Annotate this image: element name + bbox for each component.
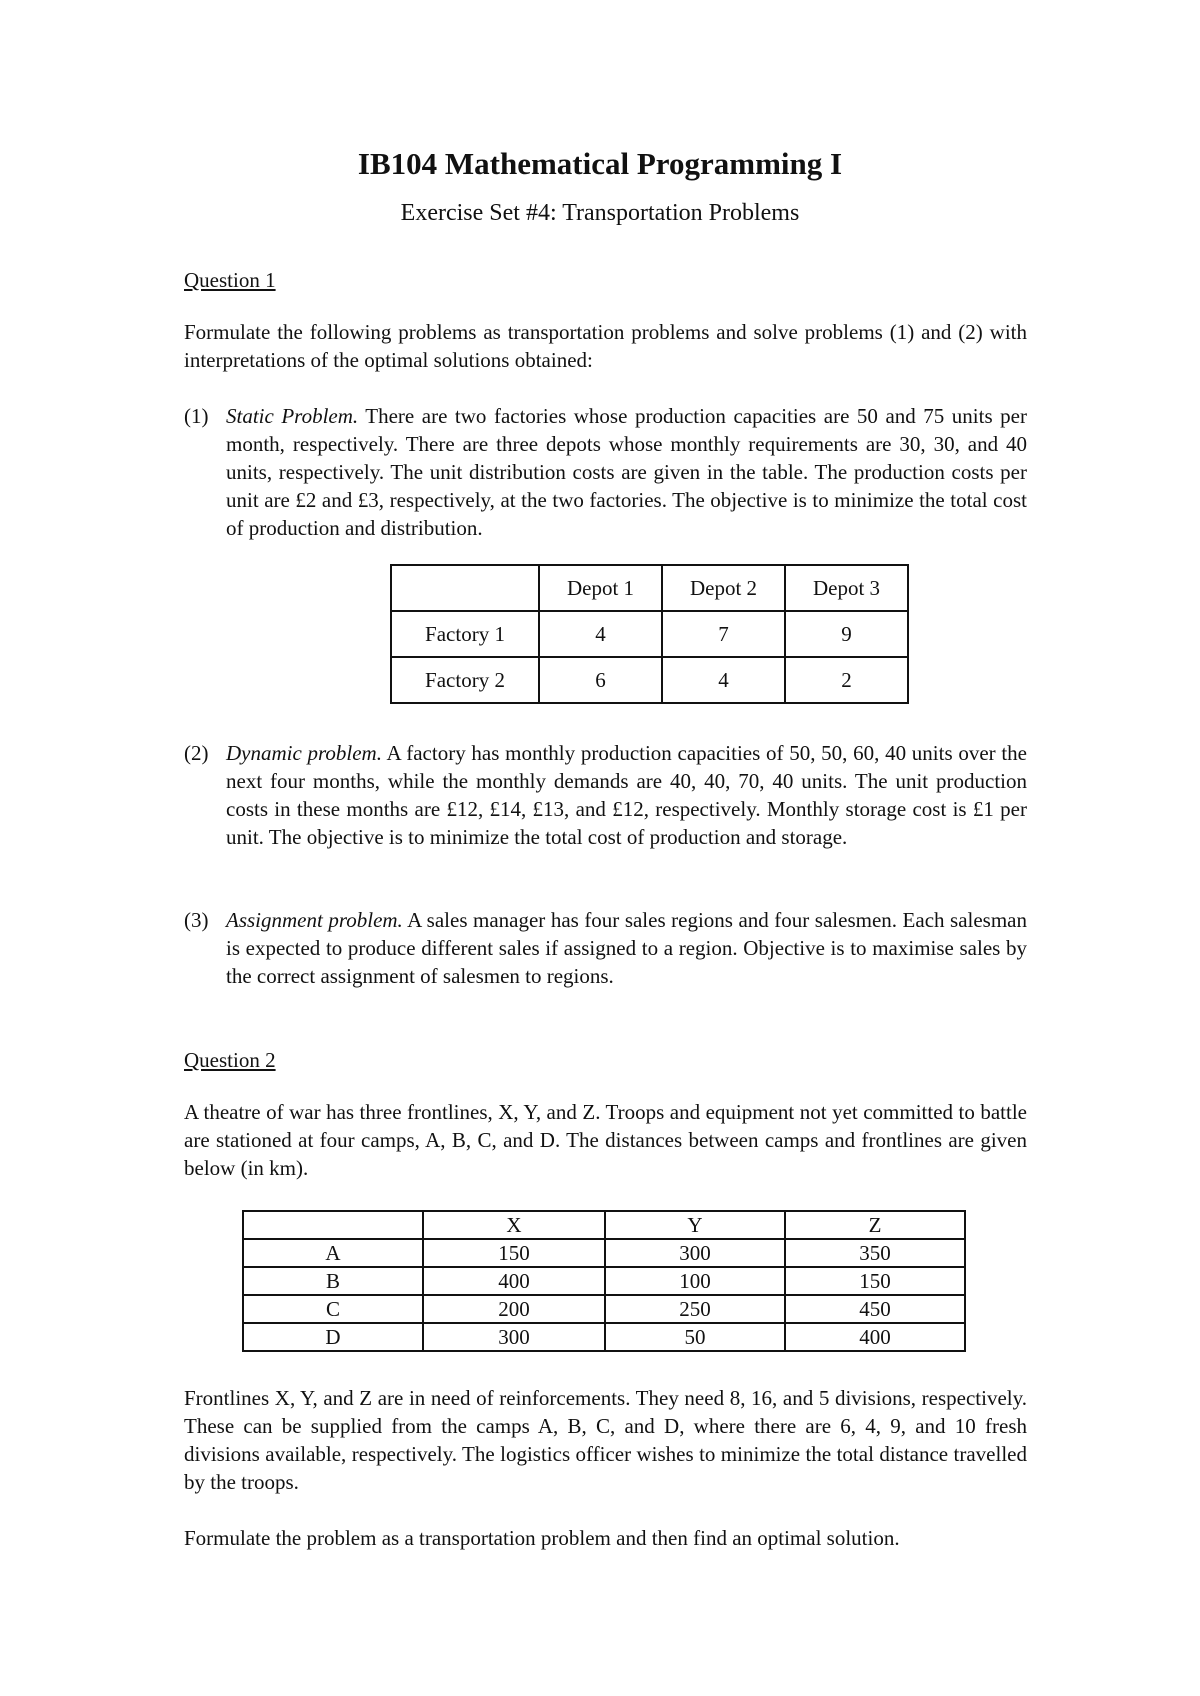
question-2-intro: A theatre of war has three frontlines, X, Y, and Z. Troops and equipment not yet committed to battle are stationed at four camps, A, B, C, and D. The distances between camps and frontlines are given below (in km). [184,1100,1027,1180]
table-row [243,1295,965,1323]
table-cell: 150 [423,1239,605,1267]
table-cell: 50 [605,1323,785,1351]
table-row-header: Factory 1 [391,611,539,657]
table-cell: 450 [785,1295,965,1323]
camp-distance-table [242,1210,966,1352]
table-cell: 6 [539,657,662,703]
table-header-cell: Y [605,1211,785,1239]
table-row-header: C [243,1295,423,1323]
table-cell: 4 [662,657,785,703]
table-cell: 300 [605,1239,785,1267]
question-2-heading: Question 2 [184,1048,276,1072]
table-cell: 150 [785,1267,965,1295]
problem-number: (3) [184,908,209,932]
question-1-heading: Question 1 [184,268,276,292]
table-cell: 200 [423,1295,605,1323]
table-row [391,657,908,703]
table-header-cell: Z [785,1211,965,1239]
table-cell: 350 [785,1239,965,1267]
table-cell: 4 [539,611,662,657]
problem-text: A sales manager has four sales regions and four salesmen. Each salesman is expected to produce different sales if assigned to a region. Objective is to maximise sales by the correct assignment of salesmen to regions. [226,908,1028,988]
problem-label: Assignment problem. [226,908,403,932]
table-header-cell: Depot 3 [785,565,908,611]
problem-text: A factory has monthly production capacities of 50, 50, 60, 40 units over the next four months, while the monthly demands are 40, 40, 70, 40 units. The unit production costs in these months are £12, £14, £13, and £12, respectively. Monthly storage cost is £1 per unit. The objective is to minimize the total cost of production and storage. [226,741,1027,849]
table-row [243,1323,965,1351]
table-cell [391,565,539,611]
table-row [243,1239,965,1267]
document-subtitle: Exercise Set #4: Transportation Problems [400,200,800,226]
table-header-cell: Depot 1 [539,565,662,611]
document-title: IB104 Mathematical Programming I [357,146,843,181]
table-cell [243,1211,423,1239]
table-header-cell: X [423,1211,605,1239]
table-header-row [391,565,908,611]
problem-2-dynamic [184,739,1027,851]
problem-text: There are two factories whose production capacities are 50 and 75 units per month, respectively. There are three depots whose monthly requirements are 30, 30, and 40 units, respectively. The unit distribution costs are given in the table. The production costs per unit are £2 and £3, respectively, at the two factories. The objective is to minimize the total cost of production and distribution. [226,404,1027,540]
table-header-row [243,1211,965,1239]
table-cell: 400 [423,1267,605,1295]
table-cell: 7 [662,611,785,657]
problem-label: Dynamic problem. [226,741,382,765]
problem-1-static [184,402,1027,542]
table-row-header: A [243,1239,423,1267]
problem-3-assignment [184,906,1027,990]
distribution-cost-table [390,564,909,704]
table-cell: 300 [423,1323,605,1351]
problem-number: (2) [184,741,209,765]
table-row [243,1267,965,1295]
table-cell: 100 [605,1267,785,1295]
table-row [391,611,908,657]
problem-number: (1) [184,404,209,428]
table-cell: 250 [605,1295,785,1323]
table-row-header: B [243,1267,423,1295]
problem-label: Static Problem. [226,404,359,428]
table-cell: 9 [785,611,908,657]
table-cell: 400 [785,1323,965,1351]
table-header-cell: Depot 2 [662,565,785,611]
table-row-header: D [243,1323,423,1351]
table-row-header: Factory 2 [391,657,539,703]
question-2-paragraph-2: Formulate the problem as a transportation problem and then find an optimal solution. [184,1526,900,1550]
question-1-intro: Formulate the following problems as transportation problems and solve problems (1) and (2) with interpretations of the optimal solutions obtained: [184,320,1027,372]
question-2-paragraph-1: Frontlines X, Y, and Z are in need of reinforcements. They need 8, 16, and 5 divisions, respectively. These can be supplied from the camps A, B, C, and D, where there are 6, 4, 9, and 10 fresh divisions available, respectively. The logistics officer wishes to minimize the total distance travelled by the troops. [184,1386,1027,1494]
table-cell: 2 [785,657,908,703]
